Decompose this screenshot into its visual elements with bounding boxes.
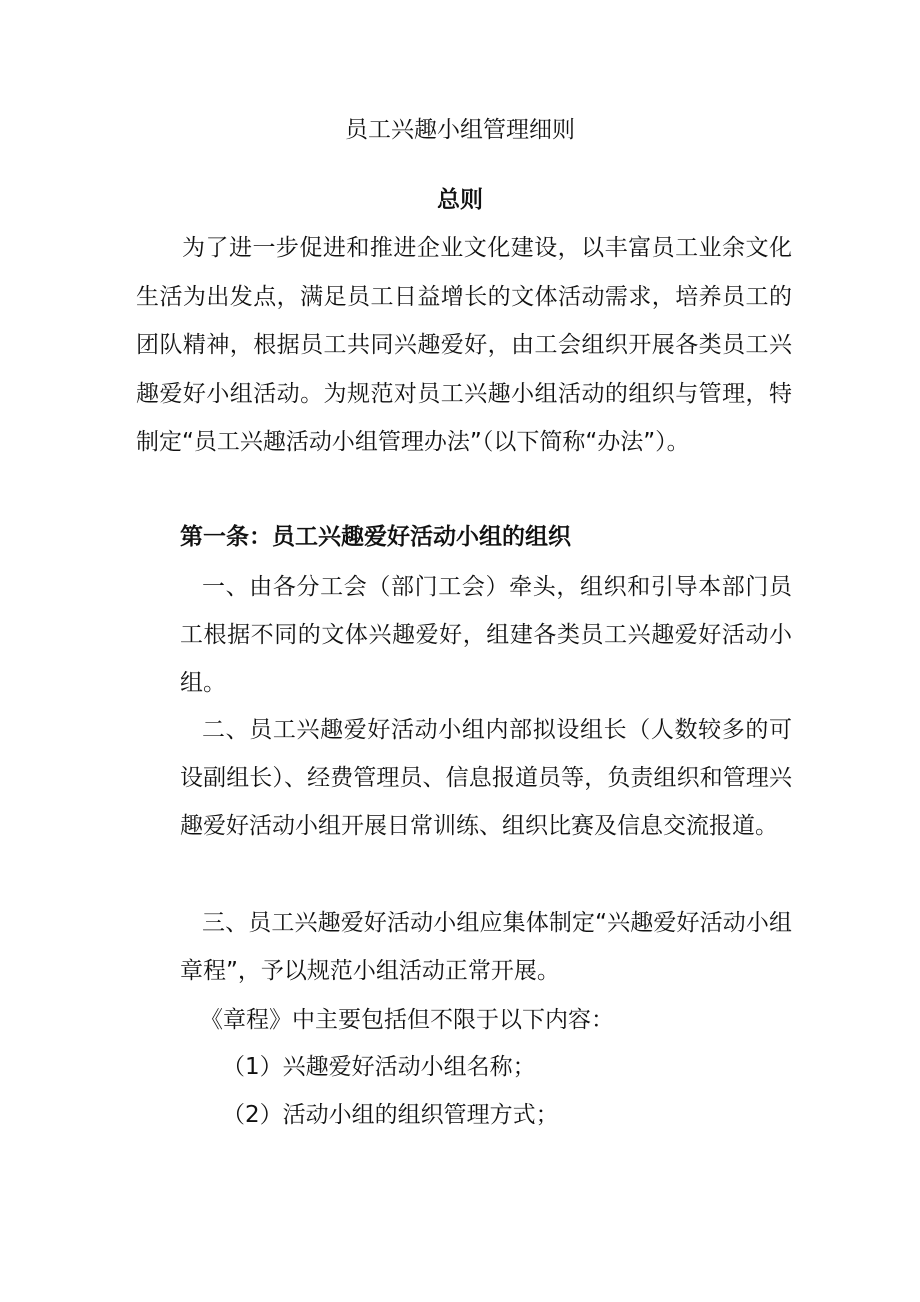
article-1-title: 第一条：员工兴趣爱好活动小组的组织 bbox=[180, 524, 571, 550]
article-1-item-1: 一、由各分工会（部门工会）牵头，组织和引导本部门员工根据不同的文体兴趣爱好，组建各类员工兴趣爱好活动小组。 bbox=[180, 574, 792, 696]
article-1-item-2: 二、员工兴趣爱好活动小组内部拟设组长（人数较多的可设副组长）、经费管理员、信息报道员等，负责组织和管理兴趣爱好活动小组开展日常训练、组织比赛及信息交流报道。 bbox=[180, 717, 792, 839]
section-title: 总则 bbox=[437, 187, 483, 213]
document-title: 员工兴趣小组管理细则 bbox=[345, 117, 575, 143]
charter-item-1: （1）兴趣爱好活动小组名称； bbox=[222, 1054, 536, 1080]
article-1-item-3: 三、员工兴趣爱好活动小组应集体制定“兴趣爱好活动小组章程”，予以规范小组活动正常开展。 bbox=[180, 910, 792, 984]
charter-intro: 《章程》中主要包括但不限于以下内容： bbox=[200, 1007, 614, 1033]
intro-paragraph: 为了进一步促进和推进企业文化建设，以丰富员工业余文化生活为出发点，满足员工日益增长的文体活动需求，培养员工的团队精神，根据员工共同兴趣爱好，由工会组织开展各类员工兴趣爱好小组活动。为规范对员工兴趣小组活动的组织与管理，特制定“员工兴趣活动小组管理办法”（以下简称“办法”）。 bbox=[136, 235, 792, 455]
charter-item-2: （2）活动小组的组织管理方式； bbox=[222, 1102, 559, 1128]
